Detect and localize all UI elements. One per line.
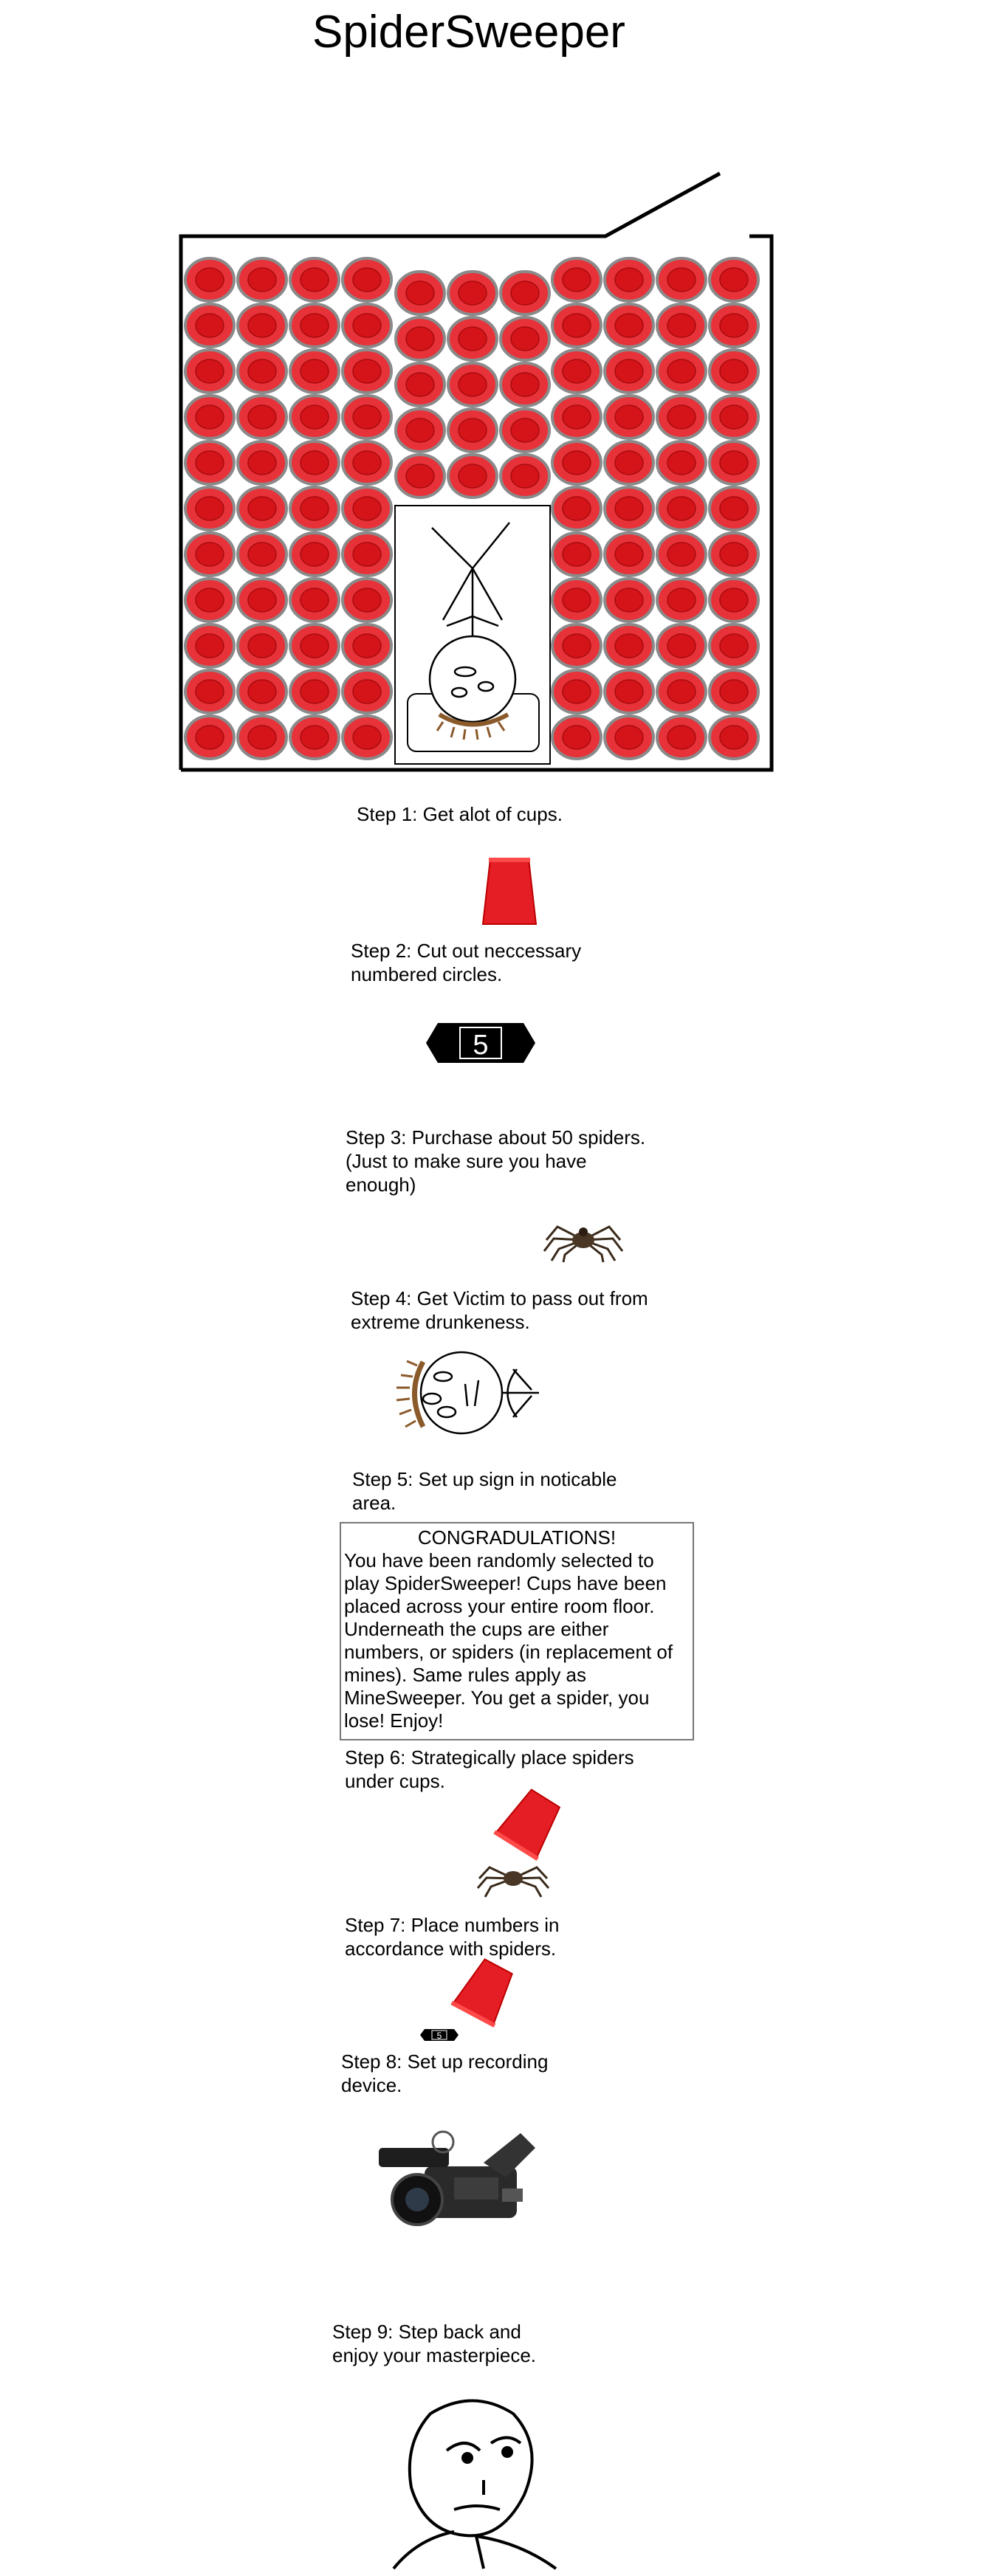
number-tile-icon — [420, 2029, 459, 2041]
cup-icon — [238, 396, 286, 438]
step-3-text: Step 3: Purchase about 50 spiders. (Just to make sure you have enough) — [346, 1126, 646, 1196]
cup-icon — [238, 258, 286, 301]
cup-icon — [238, 487, 286, 530]
cup-icon — [185, 716, 234, 759]
cup-icon — [185, 533, 234, 576]
cup-icon — [290, 716, 339, 759]
cup-icon — [238, 579, 286, 621]
cup-icon — [710, 579, 758, 621]
cup-icon — [710, 350, 758, 393]
spider-icon — [478, 1867, 549, 1897]
cup-icon — [185, 441, 234, 484]
page-title: SpiderSweeper — [312, 7, 625, 58]
cup-icon — [710, 441, 758, 484]
cup-icon — [185, 624, 234, 667]
cup-icon — [605, 624, 653, 667]
cup-icon — [448, 363, 497, 406]
cup-over-number-icon — [417, 1960, 528, 2048]
spider-icon — [543, 1218, 624, 1262]
video-camera-icon — [373, 2118, 543, 2244]
cup-icon — [657, 579, 706, 621]
sign-heading: CONGRADULATIONS! — [417, 1526, 617, 1549]
cup-icon — [448, 409, 497, 452]
cup-icon — [657, 716, 706, 759]
cup-icon — [290, 304, 339, 347]
cup-icon — [290, 441, 339, 484]
number-tile-label: 5 — [473, 1030, 489, 1061]
cup-icon — [710, 624, 758, 667]
cup-icon — [657, 304, 706, 347]
cup-icon — [657, 396, 706, 438]
red-cup-icon — [480, 856, 539, 927]
number-tile-icon — [425, 1017, 537, 1069]
cup-icon — [185, 670, 234, 713]
cup-icon — [501, 409, 549, 452]
cup-icon — [343, 716, 391, 759]
cup-icon — [185, 304, 234, 347]
cup-icon — [343, 396, 391, 438]
cup-icon — [343, 441, 391, 484]
room-diagram — [0, 0, 982, 782]
cup-icon — [552, 396, 601, 438]
cup-icon — [552, 579, 601, 621]
number-tile-label: 5 — [436, 2031, 442, 2041]
cup-icon — [501, 317, 549, 360]
cup-icon — [605, 304, 653, 347]
cup-icon — [657, 258, 706, 301]
cup-icon — [343, 670, 391, 713]
cup-icon — [552, 487, 601, 530]
cup-icon — [396, 272, 444, 314]
cup-icon — [552, 716, 601, 759]
cup-icon — [396, 317, 444, 360]
cup-icon — [501, 272, 549, 314]
cup-icon — [552, 624, 601, 667]
cup-icon — [710, 487, 758, 530]
cup-icon — [238, 670, 286, 713]
cup-icon — [185, 579, 234, 621]
cup-icon — [290, 487, 339, 530]
cup-icon — [605, 670, 653, 713]
cup-icon — [238, 350, 286, 393]
cup-icon — [290, 396, 339, 438]
cup-icon — [657, 487, 706, 530]
cup-icon — [710, 396, 758, 438]
sign-body: You have been randomly selected to play SpiderSweeper! Cups have been placed across your entire room floor. Underneath the cups are either numbers, or spiders (in replacement of mines). Same rules apply as MineSweeper. You get a spider, you lose! Enjoy! — [344, 1549, 673, 1732]
cup-icon — [343, 624, 391, 667]
cup-icon — [396, 363, 444, 406]
step-7-text: Step 7: Place numbers in accordance with spiders. — [345, 1914, 560, 1960]
cup-icon — [343, 579, 391, 621]
cup-icon — [605, 350, 653, 393]
cup-icon — [238, 624, 286, 667]
step-9-text: Step 9: Step back and enjoy your masterpiece. — [332, 2321, 537, 2366]
cup-icon — [290, 533, 339, 576]
cup-icon — [343, 304, 391, 347]
cup-icon — [238, 716, 286, 759]
cup-icon — [605, 258, 653, 301]
step-4-text: Step 4: Get Victim to pass out from extreme drunkeness. — [351, 1287, 648, 1333]
cup-icon — [657, 533, 706, 576]
cup-icon — [605, 716, 653, 759]
cup-icon — [710, 716, 758, 759]
cup-icon — [238, 533, 286, 576]
cup-icon — [605, 396, 653, 438]
cup-icon — [238, 304, 286, 347]
challenge-accepted-face-icon — [373, 2391, 572, 2572]
step-2-text: Step 2: Cut out neccessary numbered circles. — [351, 940, 582, 985]
cup-icon — [290, 670, 339, 713]
sleeping-face-icon — [388, 1347, 543, 1443]
cup-icon — [552, 441, 601, 484]
cup-icon — [710, 258, 758, 301]
step-1-text: Step 1: Get alot of cups. — [357, 803, 563, 825]
cup-icon — [657, 350, 706, 393]
cup-icon — [552, 670, 601, 713]
cup-icon — [185, 258, 234, 301]
cup-icon — [290, 624, 339, 667]
cup-over-spider-icon — [473, 1790, 583, 1901]
step-6-text: Step 6: Strategically place spiders under cups. — [345, 1746, 634, 1792]
cup-icon — [710, 304, 758, 347]
sign — [340, 1522, 694, 1740]
cup-icon — [343, 258, 391, 301]
cup-icon — [657, 670, 706, 713]
cup-icon — [343, 350, 391, 393]
cup-icon — [605, 441, 653, 484]
cup-icon — [185, 350, 234, 393]
cup-icon — [448, 455, 497, 497]
cup-icon — [501, 363, 549, 406]
cup-icon — [448, 317, 497, 360]
cup-icon — [343, 487, 391, 530]
cup-icon — [710, 533, 758, 576]
cup-icon — [710, 670, 758, 713]
cup-icon — [448, 272, 497, 314]
cup-icon — [605, 533, 653, 576]
cup-icon — [657, 624, 706, 667]
cup-icon — [238, 441, 286, 484]
cup-icon — [290, 258, 339, 301]
cup-icon — [605, 579, 653, 621]
cup-icon — [657, 441, 706, 484]
cup-icon — [185, 487, 234, 530]
cup-icon — [290, 350, 339, 393]
cup-icon — [290, 579, 339, 621]
cup-icon — [552, 350, 601, 393]
cup-icon — [396, 409, 444, 452]
cup-icon — [501, 455, 549, 497]
cup-icon — [552, 533, 601, 576]
step-8-text: Step 8: Set up recording device. — [341, 2050, 549, 2096]
cup-icon — [552, 258, 601, 301]
step-5-text: Step 5: Set up sign in noticable area. — [352, 1468, 617, 1514]
cup-icon — [396, 455, 444, 497]
cup-icon — [343, 533, 391, 576]
cup-icon — [605, 487, 653, 530]
cup-icon — [552, 304, 601, 347]
cup-icon — [185, 396, 234, 438]
